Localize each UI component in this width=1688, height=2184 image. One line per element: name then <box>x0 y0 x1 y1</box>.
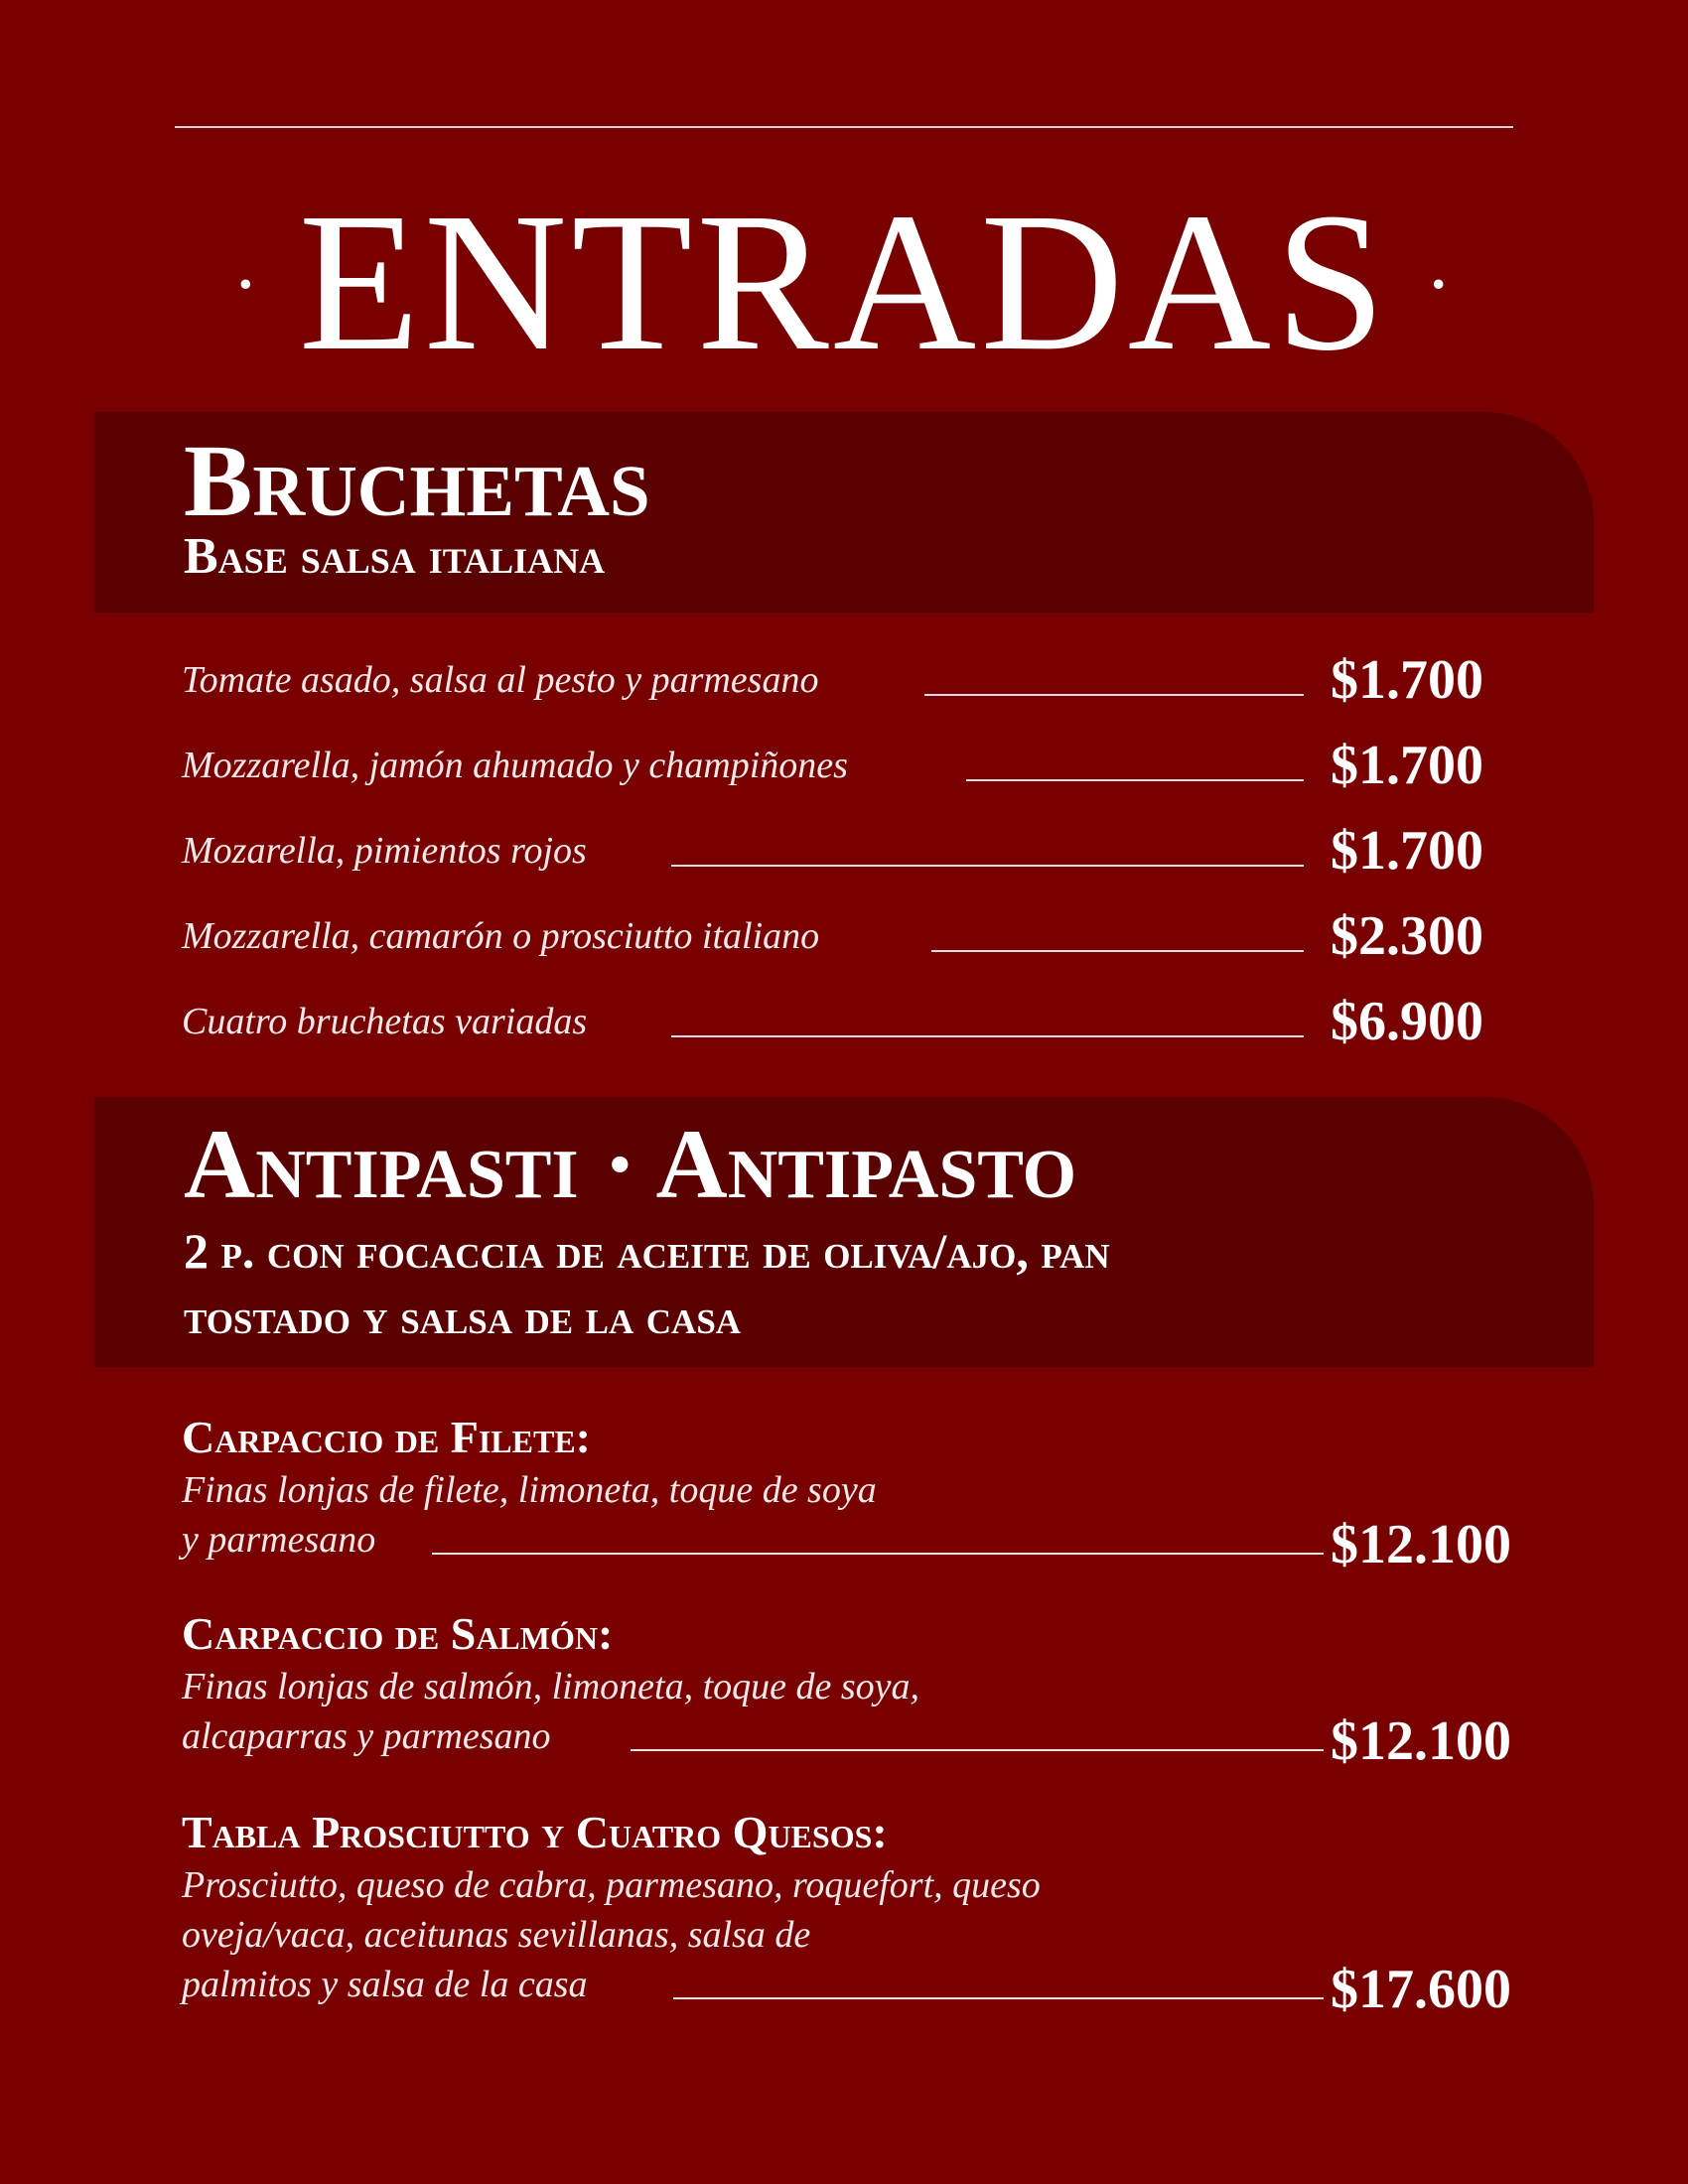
item-description: Mozarella, pimientos rojos <box>182 830 587 872</box>
page-title <box>0 174 1688 412</box>
description-text: Prosciutto, queso de cabra, parmesano, roquefort, queso <box>182 1864 1041 1906</box>
section-title: Bruchetas <box>184 424 650 538</box>
menu-item <box>182 736 1532 795</box>
item-description: Mozzarella, jamón ahumado y champiñones <box>182 745 848 786</box>
item-price: $1.700 <box>1331 735 1483 796</box>
leader-line <box>631 1749 1324 1751</box>
item-name: Carpaccio de Salmón: <box>182 1608 614 1659</box>
section-title: Antipasti · Antipasto <box>184 1109 1077 1219</box>
description-text: oveja/vaca, aceitunas sevillanas, salsa de <box>182 1914 811 1956</box>
section-subtitle-line: 2 p. con focaccia de aceite de oliva/ajo, pan <box>184 1223 1110 1279</box>
title-dot-left: · <box>232 241 263 330</box>
menu-item <box>182 650 1532 710</box>
menu-item <box>182 992 1532 1051</box>
menu-item-tabla-prosciutto <box>182 1805 1552 2020</box>
description-text: Finas lonjas de salmón, limoneta, toque de soya, <box>182 1666 920 1707</box>
item-price: $1.700 <box>1331 649 1483 711</box>
menu-item-carpaccio-filete <box>182 1410 1552 1575</box>
item-description-line <box>182 1959 1552 2020</box>
item-price: $12.100 <box>1331 1710 1511 1772</box>
leader-line <box>671 1035 1304 1037</box>
item-description-line <box>182 1910 1552 1960</box>
section-subtitle-line: tostado y salsa de la casa <box>184 1289 742 1344</box>
item-description: Mozzarella, camarón o prosciutto italiano <box>182 915 820 957</box>
title-text: ENTRADAS <box>298 173 1390 392</box>
menu-item-carpaccio-salmon <box>182 1606 1552 1772</box>
menu-item <box>182 906 1532 966</box>
item-price: $17.600 <box>1331 1959 1511 2020</box>
item-description-line <box>182 1710 1552 1772</box>
item-description: Tomate asado, salsa al pesto y parmesano <box>182 659 819 701</box>
item-description-line <box>182 1662 1552 1711</box>
section-header-bruchetas <box>94 412 1594 613</box>
description-text: y parmesano <box>182 1519 376 1561</box>
section-header-antipasti <box>94 1097 1594 1367</box>
leader-line <box>671 865 1304 867</box>
item-description-line <box>182 1514 1552 1575</box>
item-name: Tabla Prosciutto y Cuatro Quesos: <box>182 1807 888 1857</box>
item-price: $1.700 <box>1331 820 1483 882</box>
description-text: alcaparras y parmesano <box>182 1715 551 1757</box>
item-price: $12.100 <box>1331 1514 1511 1575</box>
item-price: $2.300 <box>1331 905 1483 967</box>
menu-item <box>182 821 1532 881</box>
description-text: palmitos y salsa de la casa <box>182 1964 588 2005</box>
top-divider <box>175 126 1513 128</box>
item-description-line <box>182 1860 1552 1910</box>
title-dot-right: · <box>1425 241 1456 330</box>
item-name: Carpaccio de Filete: <box>182 1412 591 1462</box>
leader-line <box>673 1997 1324 1999</box>
item-description-line <box>182 1465 1552 1515</box>
item-price: $6.900 <box>1331 991 1483 1052</box>
description-text: Finas lonjas de filete, limoneta, toque de soya <box>182 1469 877 1511</box>
leader-line <box>924 694 1304 696</box>
leader-line <box>432 1553 1324 1555</box>
section-subtitle: Base salsa italiana <box>184 528 606 585</box>
item-description: Cuatro bruchetas variadas <box>182 1001 588 1042</box>
leader-line <box>966 779 1304 781</box>
leader-line <box>931 950 1304 952</box>
